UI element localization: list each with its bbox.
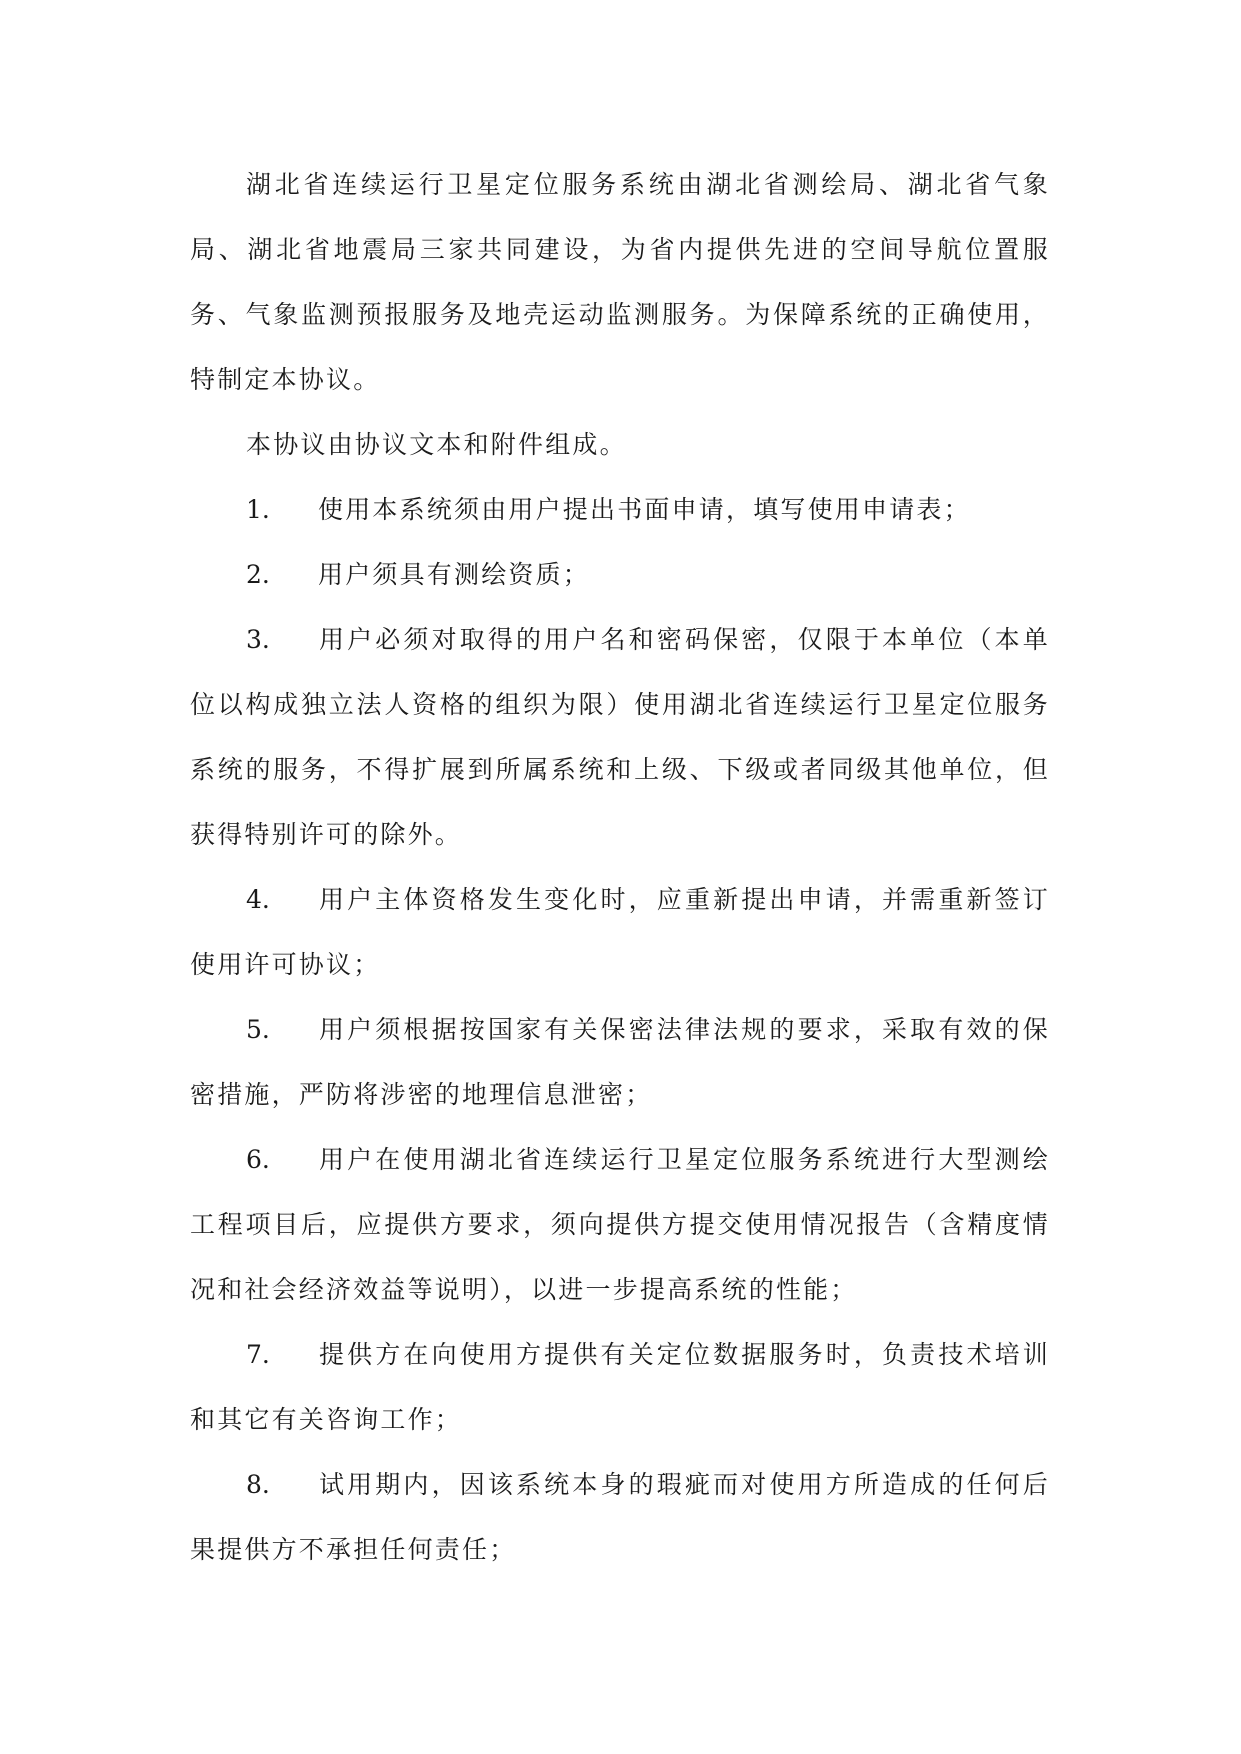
- item-text: 用户在使用湖北省连续运行卫星定位服务系统进行大型测绘工程项目后，应提供方要求，须向提供方提交使用情况报告（含精度情况和社会经济效益等说明），以进一步提高系统的性能；: [190, 1145, 1050, 1304]
- item-text: 用户须根据按国家有关保密法律法规的要求，采取有效的保密措施，严防将涉密的地理信息泄密；: [190, 1015, 1050, 1109]
- list-item: [190, 1127, 1050, 1322]
- list-item: [190, 607, 1050, 867]
- item-number: 6.: [246, 1145, 270, 1174]
- item-text: 用户必须对取得的用户名和密码保密，仅限于本单位（本单位以构成独立法人资格的组织为限）使用湖北省连续运行卫星定位服务系统的服务，不得扩展到所属系统和上级、下级或者同级其他单位，但获得特别许可的除外。: [190, 625, 1050, 849]
- list-item: [190, 867, 1050, 997]
- item-number: 2.: [246, 560, 270, 589]
- item-number: 7.: [246, 1340, 270, 1369]
- item-text: 用户主体资格发生变化时，应重新提出申请，并需重新签订使用许可协议；: [190, 885, 1050, 979]
- item-text: 使用本系统须由用户提出书面申请，填写使用申请表；: [318, 495, 971, 524]
- list-item: [190, 997, 1050, 1127]
- intro-paragraph: 本协议由协议文本和附件组成。: [246, 430, 627, 459]
- intro-paragraph: 湖北省连续运行卫星定位服务系统由湖北省测绘局、湖北省气象局、湖北省地震局三家共同建设，为省内提供先进的空间导航位置服务、气象监测预报服务及地壳运动监测服务。为保障系统的正确使用，特制定本协议。: [190, 170, 1050, 394]
- item-text: 用户须具有测绘资质；: [318, 560, 591, 589]
- item-number: 1.: [246, 495, 270, 524]
- list-item: [190, 542, 1050, 607]
- item-number: 8.: [246, 1470, 270, 1499]
- list-item: [190, 1322, 1050, 1452]
- item-number: 3.: [246, 625, 270, 654]
- item-number: 4.: [246, 885, 270, 914]
- item-text: 试用期内，因该系统本身的瑕疵而对使用方所造成的任何后果提供方不承担任何责任；: [190, 1470, 1050, 1564]
- list-item: [190, 1452, 1050, 1582]
- document-body: [190, 152, 1050, 1582]
- item-text: 提供方在向使用方提供有关定位数据服务时，负责技术培训和其它有关咨询工作；: [190, 1340, 1050, 1434]
- item-number: 5.: [246, 1015, 270, 1044]
- list-item: [190, 477, 1050, 542]
